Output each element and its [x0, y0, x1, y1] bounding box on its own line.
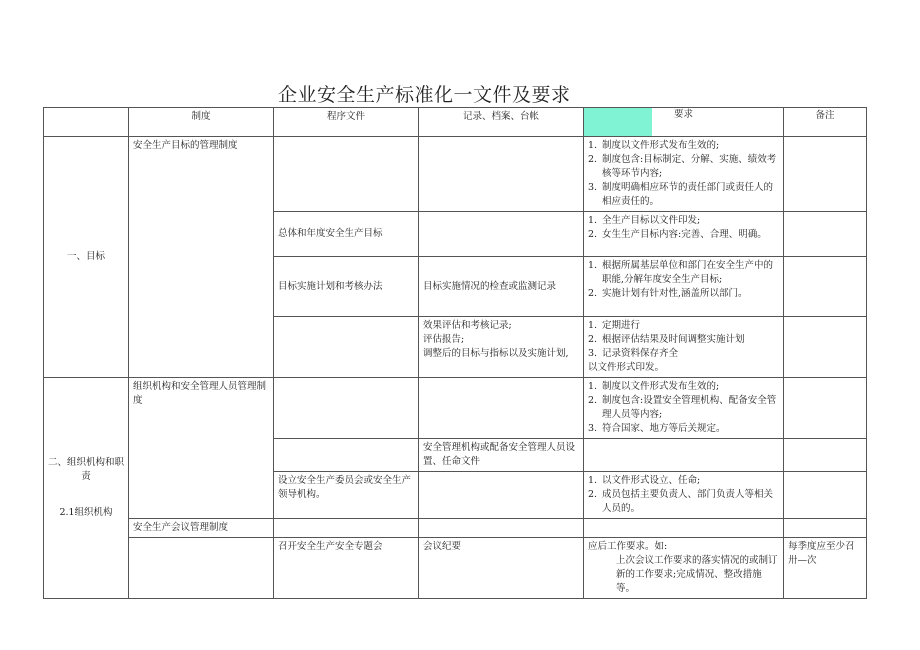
record-cell	[419, 137, 584, 212]
procedure-cell: 目标实施计划和考核办法	[274, 257, 419, 317]
requirements-cell	[584, 378, 784, 439]
page-title: 企业安全生产标准化一文件及要求	[278, 84, 571, 106]
requirements-cell	[584, 519, 784, 538]
category-goal: 一、目标	[44, 137, 129, 378]
record-cell	[419, 378, 584, 439]
header-row	[44, 108, 867, 137]
note-cell	[784, 439, 867, 472]
requirements-cell	[584, 317, 784, 378]
requirement-body: 上次会议工作要求的落实情况的或制订新的工作要求;完成情况、整改措施等。	[616, 555, 778, 594]
note-cell	[784, 317, 867, 378]
table-row	[44, 538, 867, 599]
procedure-cell	[274, 317, 419, 378]
system-meeting-management: 安全生产会议管理制度	[129, 519, 274, 538]
list-item: 2. 女生生产目标内容:完善、合理、明确。	[588, 229, 767, 240]
record-cell	[419, 472, 584, 519]
system-org-management: 组织机构和安全管理人员管理制度	[129, 378, 274, 519]
record-cell	[419, 212, 584, 257]
record-cell	[419, 519, 584, 538]
note-cell	[784, 472, 867, 519]
procedure-cell	[274, 519, 419, 538]
list-item: 1. 根据所属基层单位和部门在安全生产中的职能,分解年度安全生产目标;	[588, 260, 774, 285]
system-cell	[129, 538, 274, 599]
procedure-cell	[274, 137, 419, 212]
procedure-cell: 设立安全生产委员会或安全生产领导机构。	[274, 472, 419, 519]
procedure-cell: 总体和年度安全生产目标	[274, 212, 419, 257]
note-cell	[784, 137, 867, 212]
note-cell	[784, 212, 867, 257]
requirement-head: 应后工作要求。如:	[588, 541, 668, 552]
list-item: 2. 成员包括主要负责人、部门负责人等相关人员的。	[588, 489, 774, 514]
list-item: 1. 全生产目标以文件印发;	[588, 215, 701, 226]
requirements-cell	[584, 137, 784, 212]
table-row	[44, 519, 867, 538]
list-item: 1. 以文件形式设立、任命;	[588, 475, 701, 486]
requirements-cell	[584, 212, 784, 257]
record-cell	[419, 317, 584, 378]
list-item: 2. 实施计划有针对性,涵盖所以部门。	[588, 288, 748, 299]
system-goal-management: 安全生产目标的管理制度	[129, 137, 274, 378]
requirements-cell	[584, 439, 784, 472]
header-records: 记录、档案、台帐	[419, 108, 584, 137]
procedure-cell: 召开安全生产安全专题会	[274, 538, 419, 599]
list-item: 3. 记录资料保存齐全	[588, 348, 679, 359]
table-row	[44, 137, 867, 212]
category-org-line2: 2.1组织机构	[59, 507, 113, 518]
record-line: 效果评估和考核记录;	[423, 320, 512, 331]
note-cell	[784, 378, 867, 439]
record-cell: 会议纪要	[419, 538, 584, 599]
record-cell: 安全管理机构或配备安全管理人员设置、任命文件	[419, 439, 584, 472]
procedure-cell	[274, 439, 419, 472]
note-cell	[784, 257, 867, 317]
header-system: 制度	[129, 108, 274, 137]
requirements-table	[43, 107, 867, 599]
note-cell	[784, 519, 867, 538]
list-item: 1. 定期进行	[588, 320, 641, 331]
header-procedure: 程序文件	[274, 108, 419, 137]
requirements-cell	[584, 538, 784, 599]
category-organization	[44, 378, 129, 599]
record-line: 评估报告;	[423, 334, 465, 345]
header-requirements-label: 要求	[673, 109, 693, 120]
table-row	[44, 378, 867, 439]
list-item: 2. 制度包含:设置安全管理机构、配备安全管理人员等内容;	[588, 395, 777, 420]
list-item: 3. 制度明确相应环节的责任部门或责任人的相应责任的。	[588, 182, 774, 207]
record-line: 调整后的目标与指标以及实施计划,	[423, 348, 569, 359]
header-notes: 备注	[784, 108, 867, 137]
list-item: 3. 符合国家、地方等后关规定。	[588, 423, 726, 434]
category-org-line1: 二、组织机构和职责	[48, 457, 125, 482]
requirements-tail: 以文件形式印发。	[588, 362, 665, 373]
highlight-box	[584, 108, 652, 136]
requirements-cell	[584, 472, 784, 519]
list-item: 1. 制度以文件形式发布生效的;	[588, 381, 720, 392]
record-cell: 目标实施情况的检查或监测记录	[419, 257, 584, 317]
header-requirements	[584, 108, 784, 137]
list-item: 2. 制度包含:目标制定、分解、实施、绩效考核等环节内容;	[588, 154, 777, 179]
note-cell: 每季度应至少召卅—次	[784, 538, 867, 599]
list-item: 1. 制度以文件形式发布生效的;	[588, 140, 720, 151]
list-item: 2. 根据评估结果及时间调整实施计划	[588, 334, 745, 345]
requirements-cell	[584, 257, 784, 317]
header-category	[44, 108, 129, 137]
procedure-cell	[274, 378, 419, 439]
